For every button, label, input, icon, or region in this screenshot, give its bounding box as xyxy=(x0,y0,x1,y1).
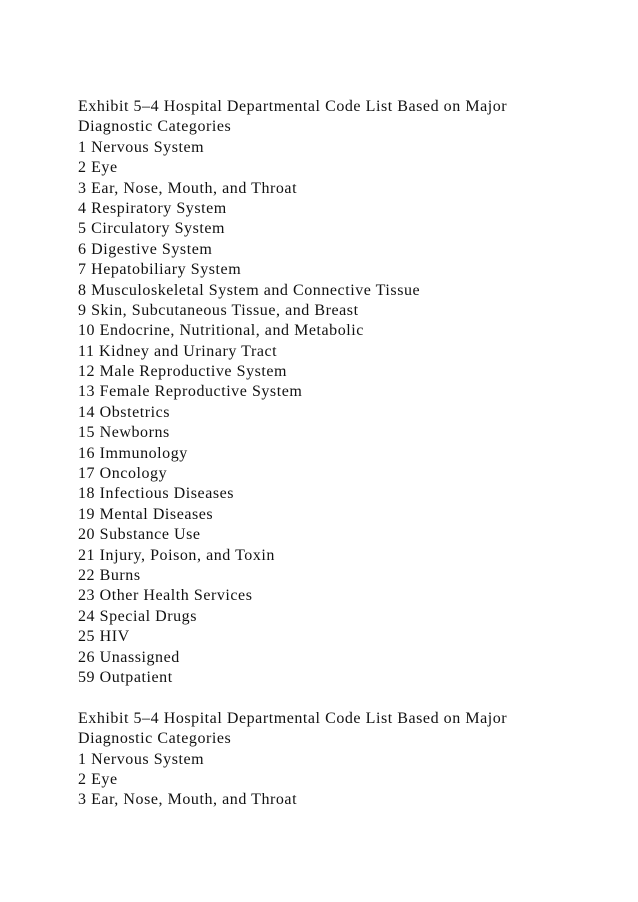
code-list-block-1 xyxy=(78,97,618,688)
document-body xyxy=(78,97,618,811)
code-list-item: 4 Respiratory System xyxy=(78,199,227,217)
code-list-item: 9 Skin, Subcutaneous Tissue, and Breast xyxy=(78,301,359,319)
code-list-item: 22 Burns xyxy=(78,566,141,584)
code-list-item: 26 Unassigned xyxy=(78,648,180,666)
exhibit-title-line-1: Exhibit 5–4 Hospital Departmental Code List Based on Major xyxy=(78,709,508,727)
code-list-block-2 xyxy=(78,709,618,811)
code-list-item: 16 Immunology xyxy=(78,444,188,462)
exhibit-title-line-1: Exhibit 5–4 Hospital Departmental Code List Based on Major xyxy=(78,98,508,115)
code-list-item: 6 Digestive System xyxy=(78,240,213,258)
code-list-item: 11 Kidney and Urinary Tract xyxy=(78,342,278,360)
code-list-item: 13 Female Reproductive System xyxy=(78,383,303,401)
code-list-item: 7 Hepatobiliary System xyxy=(78,261,242,279)
code-list-item: 10 Endocrine, Nutritional, and Metabolic xyxy=(78,322,364,340)
code-list-item: 59 Outpatient xyxy=(78,668,173,686)
code-list-item: 14 Obstetrics xyxy=(78,403,171,421)
exhibit-title-line-2: Diagnostic Categories xyxy=(78,730,232,748)
code-list-item: 18 Infectious Diseases xyxy=(78,485,235,503)
code-list-item: 8 Musculoskeletal System and Connective Tissue xyxy=(78,281,421,299)
code-list-item: 23 Other Health Services xyxy=(78,587,253,605)
code-list-item: 1 Nervous System xyxy=(78,138,205,156)
code-list-item: 24 Special Drugs xyxy=(78,607,198,625)
code-list-item: 1 Nervous System xyxy=(78,750,205,768)
code-list-item: 3 Ear, Nose, Mouth, and Throat xyxy=(78,179,298,197)
code-list-item: 21 Injury, Poison, and Toxin xyxy=(78,546,275,564)
code-list-item: 15 Newborns xyxy=(78,424,170,442)
code-list-item: 2 Eye xyxy=(78,770,118,788)
code-list-item: 3 Ear, Nose, Mouth, and Throat xyxy=(78,791,298,809)
code-list-item: 12 Male Reproductive System xyxy=(78,363,288,381)
code-list-item: 25 HIV xyxy=(78,628,130,646)
code-list-item: 5 Circulatory System xyxy=(78,220,225,238)
code-list-item: 17 Oncology xyxy=(78,465,168,483)
code-list-item: 2 Eye xyxy=(78,159,118,177)
code-list-item: 19 Mental Diseases xyxy=(78,505,214,523)
exhibit-title-line-2: Diagnostic Categories xyxy=(78,118,232,136)
code-list-item: 20 Substance Use xyxy=(78,526,201,544)
